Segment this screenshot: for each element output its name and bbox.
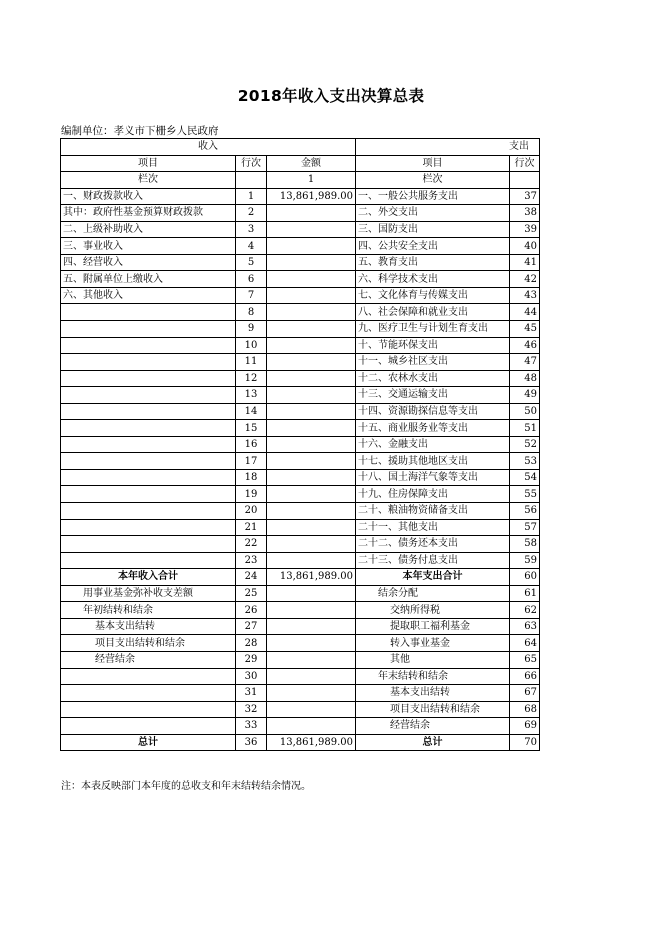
income-line-cell: 31 — [236, 685, 267, 702]
income-line-cell: 13 — [236, 387, 267, 404]
income-line-cell: 28 — [236, 635, 267, 652]
amount-cell — [267, 519, 356, 536]
table-row — [61, 188, 540, 205]
expense-line-cell: 57 — [510, 519, 540, 536]
expense-item-cell: 一、一般公共服务支出 — [356, 188, 510, 205]
amount-cell — [267, 486, 356, 503]
income-item-header: 项目 — [61, 155, 236, 172]
amount-cell — [267, 271, 356, 288]
income-item-cell — [61, 304, 236, 321]
amount-cell — [267, 370, 356, 387]
amount-cell — [267, 453, 356, 470]
income-item-cell — [61, 718, 236, 735]
income-item-cell — [61, 387, 236, 404]
income-item-cell: 三、事业收入 — [61, 238, 236, 255]
expense-item-cell: 十六、金融支出 — [356, 436, 510, 453]
table-row — [61, 536, 540, 553]
income-line-cell: 30 — [236, 668, 267, 685]
income-item-cell: 其中：政府性基金预算财政拨款 — [61, 205, 236, 222]
income-line-cell: 2 — [236, 205, 267, 222]
expense-item-cell: 十五、商业服务业等支出 — [356, 420, 510, 437]
expense-item-cell: 十八、国土海洋气象等支出 — [356, 469, 510, 486]
amount-cell: 13,861,989.00 — [267, 188, 356, 205]
expense-line-cell: 58 — [510, 536, 540, 553]
income-line-cell: 9 — [236, 321, 267, 338]
footnote: 注：本表反映部门本年度的总收支和年末结转结余情况。 — [61, 781, 311, 792]
expense-line-cell: 60 — [510, 569, 540, 586]
table-row — [61, 734, 540, 751]
expense-item-cell: 二十一、其他支出 — [356, 519, 510, 536]
expense-item-cell: 交纳所得税 — [356, 602, 510, 619]
expense-line-cell: 38 — [510, 205, 540, 222]
expense-item-cell: 其他 — [356, 651, 510, 668]
expense-item-cell: 提取职工福利基金 — [356, 618, 510, 635]
expense-line-cell: 70 — [510, 734, 540, 751]
amount-cell — [267, 503, 356, 520]
income-item-cell — [61, 321, 236, 338]
expense-item-cell: 十七、援助其他地区支出 — [356, 453, 510, 470]
expense-line-cell: 52 — [510, 436, 540, 453]
income-line-cell: 24 — [236, 569, 267, 586]
income-item-cell: 年初结转和结余 — [61, 602, 236, 619]
expense-item-cell: 十三、交通运输支出 — [356, 387, 510, 404]
table-row — [61, 436, 540, 453]
table-row — [61, 370, 540, 387]
expense-line-cell: 53 — [510, 453, 540, 470]
expense-item-cell: 十一、城乡社区支出 — [356, 354, 510, 371]
amount-cell — [267, 585, 356, 602]
expense-line-cell: 56 — [510, 503, 540, 520]
expense-line-cell: 62 — [510, 602, 540, 619]
income-line-cell: 1 — [236, 188, 267, 205]
expense-line-cell: 44 — [510, 304, 540, 321]
expense-line-cell: 50 — [510, 403, 540, 420]
income-line-cell: 36 — [236, 734, 267, 751]
expense-line-cell: 45 — [510, 321, 540, 338]
expense-line-cell: 66 — [510, 668, 540, 685]
table-row — [61, 321, 540, 338]
amount-cell — [267, 552, 356, 569]
income-line-cell: 11 — [236, 354, 267, 371]
expense-item-cell: 本年支出合计 — [356, 569, 510, 586]
amount-header: 金额 — [267, 155, 356, 172]
amount-cell — [267, 254, 356, 271]
table-row — [61, 403, 540, 420]
amount-cell — [267, 618, 356, 635]
unit-label: 编制单位：孝义市下栅乡人民政府 — [61, 125, 219, 137]
expense-item-cell: 结余分配 — [356, 585, 510, 602]
income-line-cell: 14 — [236, 403, 267, 420]
expense-section-header: 支出 — [356, 139, 540, 156]
amount-cell — [267, 321, 356, 338]
table-row — [61, 685, 540, 702]
table-row — [61, 701, 540, 718]
income-line-cell: 33 — [236, 718, 267, 735]
table-row — [61, 718, 540, 735]
income-column-label: 栏次 — [61, 172, 236, 189]
table-row — [61, 668, 540, 685]
income-item-cell: 项目支出结转和结余 — [61, 635, 236, 652]
expense-line-cell: 39 — [510, 221, 540, 238]
table-row — [61, 602, 540, 619]
expense-line-cell: 61 — [510, 585, 540, 602]
expense-item-cell: 项目支出结转和结余 — [356, 701, 510, 718]
income-line-cell: 26 — [236, 602, 267, 619]
amount-cell — [267, 436, 356, 453]
amount-cell — [267, 205, 356, 222]
expense-line-cell: 59 — [510, 552, 540, 569]
income-line-cell: 15 — [236, 420, 267, 437]
expense-line-cell: 65 — [510, 651, 540, 668]
page-title: 2018年收入支出决算总表 — [237, 87, 425, 105]
income-line-cell: 3 — [236, 221, 267, 238]
expense-item-cell: 十九、住房保障支出 — [356, 486, 510, 503]
income-line-cell: 23 — [236, 552, 267, 569]
amount-column-number: 1 — [267, 172, 356, 189]
expense-item-cell: 六、科学技术支出 — [356, 271, 510, 288]
expense-item-cell: 基本支出结转 — [356, 685, 510, 702]
income-item-cell — [61, 354, 236, 371]
expense-column-label: 栏次 — [356, 172, 510, 189]
expense-item-cell: 九、医疗卫生与计划生育支出 — [356, 321, 510, 338]
income-line-cell: 7 — [236, 287, 267, 304]
income-line-cell: 8 — [236, 304, 267, 321]
amount-cell — [267, 238, 356, 255]
income-line-cell: 10 — [236, 337, 267, 354]
income-item-cell — [61, 469, 236, 486]
amount-cell — [267, 668, 356, 685]
expense-line-cell: 49 — [510, 387, 540, 404]
income-item-cell — [61, 420, 236, 437]
expense-line-cell: 48 — [510, 370, 540, 387]
amount-cell — [267, 469, 356, 486]
amount-cell — [267, 304, 356, 321]
income-item-cell — [61, 552, 236, 569]
expense-item-cell: 总计 — [356, 734, 510, 751]
income-item-cell — [61, 503, 236, 520]
table-row — [61, 254, 540, 271]
expense-item-cell: 二、外交支出 — [356, 205, 510, 222]
income-line-cell: 20 — [236, 503, 267, 520]
income-section-header: 收入 — [61, 139, 356, 156]
income-item-cell: 基本支出结转 — [61, 618, 236, 635]
expense-line-cell: 37 — [510, 188, 540, 205]
table-row — [61, 354, 540, 371]
amount-cell — [267, 403, 356, 420]
table-row — [61, 238, 540, 255]
table-row — [61, 420, 540, 437]
amount-cell — [267, 387, 356, 404]
income-line-cell: 18 — [236, 469, 267, 486]
income-line-cell: 4 — [236, 238, 267, 255]
expense-line-cell: 46 — [510, 337, 540, 354]
income-item-cell: 经营结余 — [61, 651, 236, 668]
amount-cell — [267, 287, 356, 304]
income-item-cell — [61, 519, 236, 536]
income-item-cell — [61, 370, 236, 387]
income-item-cell: 四、经营收入 — [61, 254, 236, 271]
income-line-cell: 29 — [236, 651, 267, 668]
income-line-cell: 22 — [236, 536, 267, 553]
column-index-row — [61, 172, 540, 189]
table-row — [61, 635, 540, 652]
expense-line-cell: 69 — [510, 718, 540, 735]
expense-line-cell: 41 — [510, 254, 540, 271]
income-item-cell: 本年收入合计 — [61, 569, 236, 586]
expense-line-cell: 47 — [510, 354, 540, 371]
income-item-cell — [61, 436, 236, 453]
table-row — [61, 387, 540, 404]
income-item-cell: 用事业基金弥补收支差额 — [61, 585, 236, 602]
expense-item-header: 项目 — [356, 155, 510, 172]
expense-item-cell: 年末结转和结余 — [356, 668, 510, 685]
income-line-cell: 16 — [236, 436, 267, 453]
expense-item-cell: 七、文化体育与传媒支出 — [356, 287, 510, 304]
expense-item-cell: 二十三、债务付息支出 — [356, 552, 510, 569]
table-row — [61, 271, 540, 288]
income-item-cell: 六、其他收入 — [61, 287, 236, 304]
amount-cell — [267, 354, 356, 371]
expense-line-cell: 40 — [510, 238, 540, 255]
expense-line-cell: 51 — [510, 420, 540, 437]
amount-cell — [267, 420, 356, 437]
table-row — [61, 304, 540, 321]
expense-item-cell: 二十二、债务还本支出 — [356, 536, 510, 553]
amount-cell — [267, 701, 356, 718]
income-item-cell: 一、财政拨款收入 — [61, 188, 236, 205]
expense-line-cell: 63 — [510, 618, 540, 635]
income-line-cell: 19 — [236, 486, 267, 503]
income-item-cell — [61, 685, 236, 702]
table-row — [61, 618, 540, 635]
income-line-cell: 32 — [236, 701, 267, 718]
income-item-cell: 五、附属单位上缴收入 — [61, 271, 236, 288]
table-row — [61, 503, 540, 520]
expense-line-cell: 43 — [510, 287, 540, 304]
amount-cell: 13,861,989.00 — [267, 569, 356, 586]
income-line-header: 行次 — [236, 155, 267, 172]
expense-item-cell: 四、公共安全支出 — [356, 238, 510, 255]
income-line-cell: 12 — [236, 370, 267, 387]
expense-line-cell: 42 — [510, 271, 540, 288]
expense-item-cell: 五、教育支出 — [356, 254, 510, 271]
expense-line-cell: 54 — [510, 469, 540, 486]
expense-line-cell: 67 — [510, 685, 540, 702]
expense-line-cell: 68 — [510, 701, 540, 718]
income-item-cell — [61, 701, 236, 718]
income-item-cell — [61, 337, 236, 354]
table-row — [61, 552, 540, 569]
income-line-cell: 6 — [236, 271, 267, 288]
table-row — [61, 569, 540, 586]
amount-cell — [267, 337, 356, 354]
table-row — [61, 205, 540, 222]
table-row — [61, 287, 540, 304]
expense-item-cell: 转入事业基金 — [356, 635, 510, 652]
expense-item-cell: 经营结余 — [356, 718, 510, 735]
summary-table — [60, 138, 540, 751]
table-row — [61, 469, 540, 486]
table-row — [61, 486, 540, 503]
table-row — [61, 585, 540, 602]
table-row — [61, 221, 540, 238]
expense-item-cell: 十四、资源勘探信息等支出 — [356, 403, 510, 420]
amount-cell: 13,861,989.00 — [267, 734, 356, 751]
income-item-cell: 二、上级补助收入 — [61, 221, 236, 238]
amount-cell — [267, 651, 356, 668]
table-row — [61, 337, 540, 354]
amount-cell — [267, 602, 356, 619]
column-header-row — [61, 155, 540, 172]
income-line-cell: 5 — [236, 254, 267, 271]
expense-line-cell: 55 — [510, 486, 540, 503]
amount-cell — [267, 685, 356, 702]
table-row — [61, 453, 540, 470]
income-item-cell: 总计 — [61, 734, 236, 751]
amount-cell — [267, 221, 356, 238]
income-item-cell — [61, 536, 236, 553]
income-line-cell: 21 — [236, 519, 267, 536]
expense-item-cell: 十二、农林水支出 — [356, 370, 510, 387]
income-column-index-empty — [236, 172, 267, 189]
table-row — [61, 651, 540, 668]
income-item-cell — [61, 403, 236, 420]
income-item-cell — [61, 453, 236, 470]
expense-item-cell: 十、节能环保支出 — [356, 337, 510, 354]
table-row — [61, 519, 540, 536]
amount-cell — [267, 635, 356, 652]
expense-column-index-empty — [510, 172, 540, 189]
income-item-cell — [61, 668, 236, 685]
expense-item-cell: 三、国防支出 — [356, 221, 510, 238]
amount-cell — [267, 536, 356, 553]
income-line-cell: 27 — [236, 618, 267, 635]
expense-item-cell: 八、社会保障和就业支出 — [356, 304, 510, 321]
expense-line-cell: 64 — [510, 635, 540, 652]
income-item-cell — [61, 486, 236, 503]
expense-item-cell: 二十、粮油物资储备支出 — [356, 503, 510, 520]
income-line-cell: 25 — [236, 585, 267, 602]
section-header-row — [61, 139, 540, 156]
expense-line-header: 行次 — [510, 155, 540, 172]
income-line-cell: 17 — [236, 453, 267, 470]
amount-cell — [267, 718, 356, 735]
